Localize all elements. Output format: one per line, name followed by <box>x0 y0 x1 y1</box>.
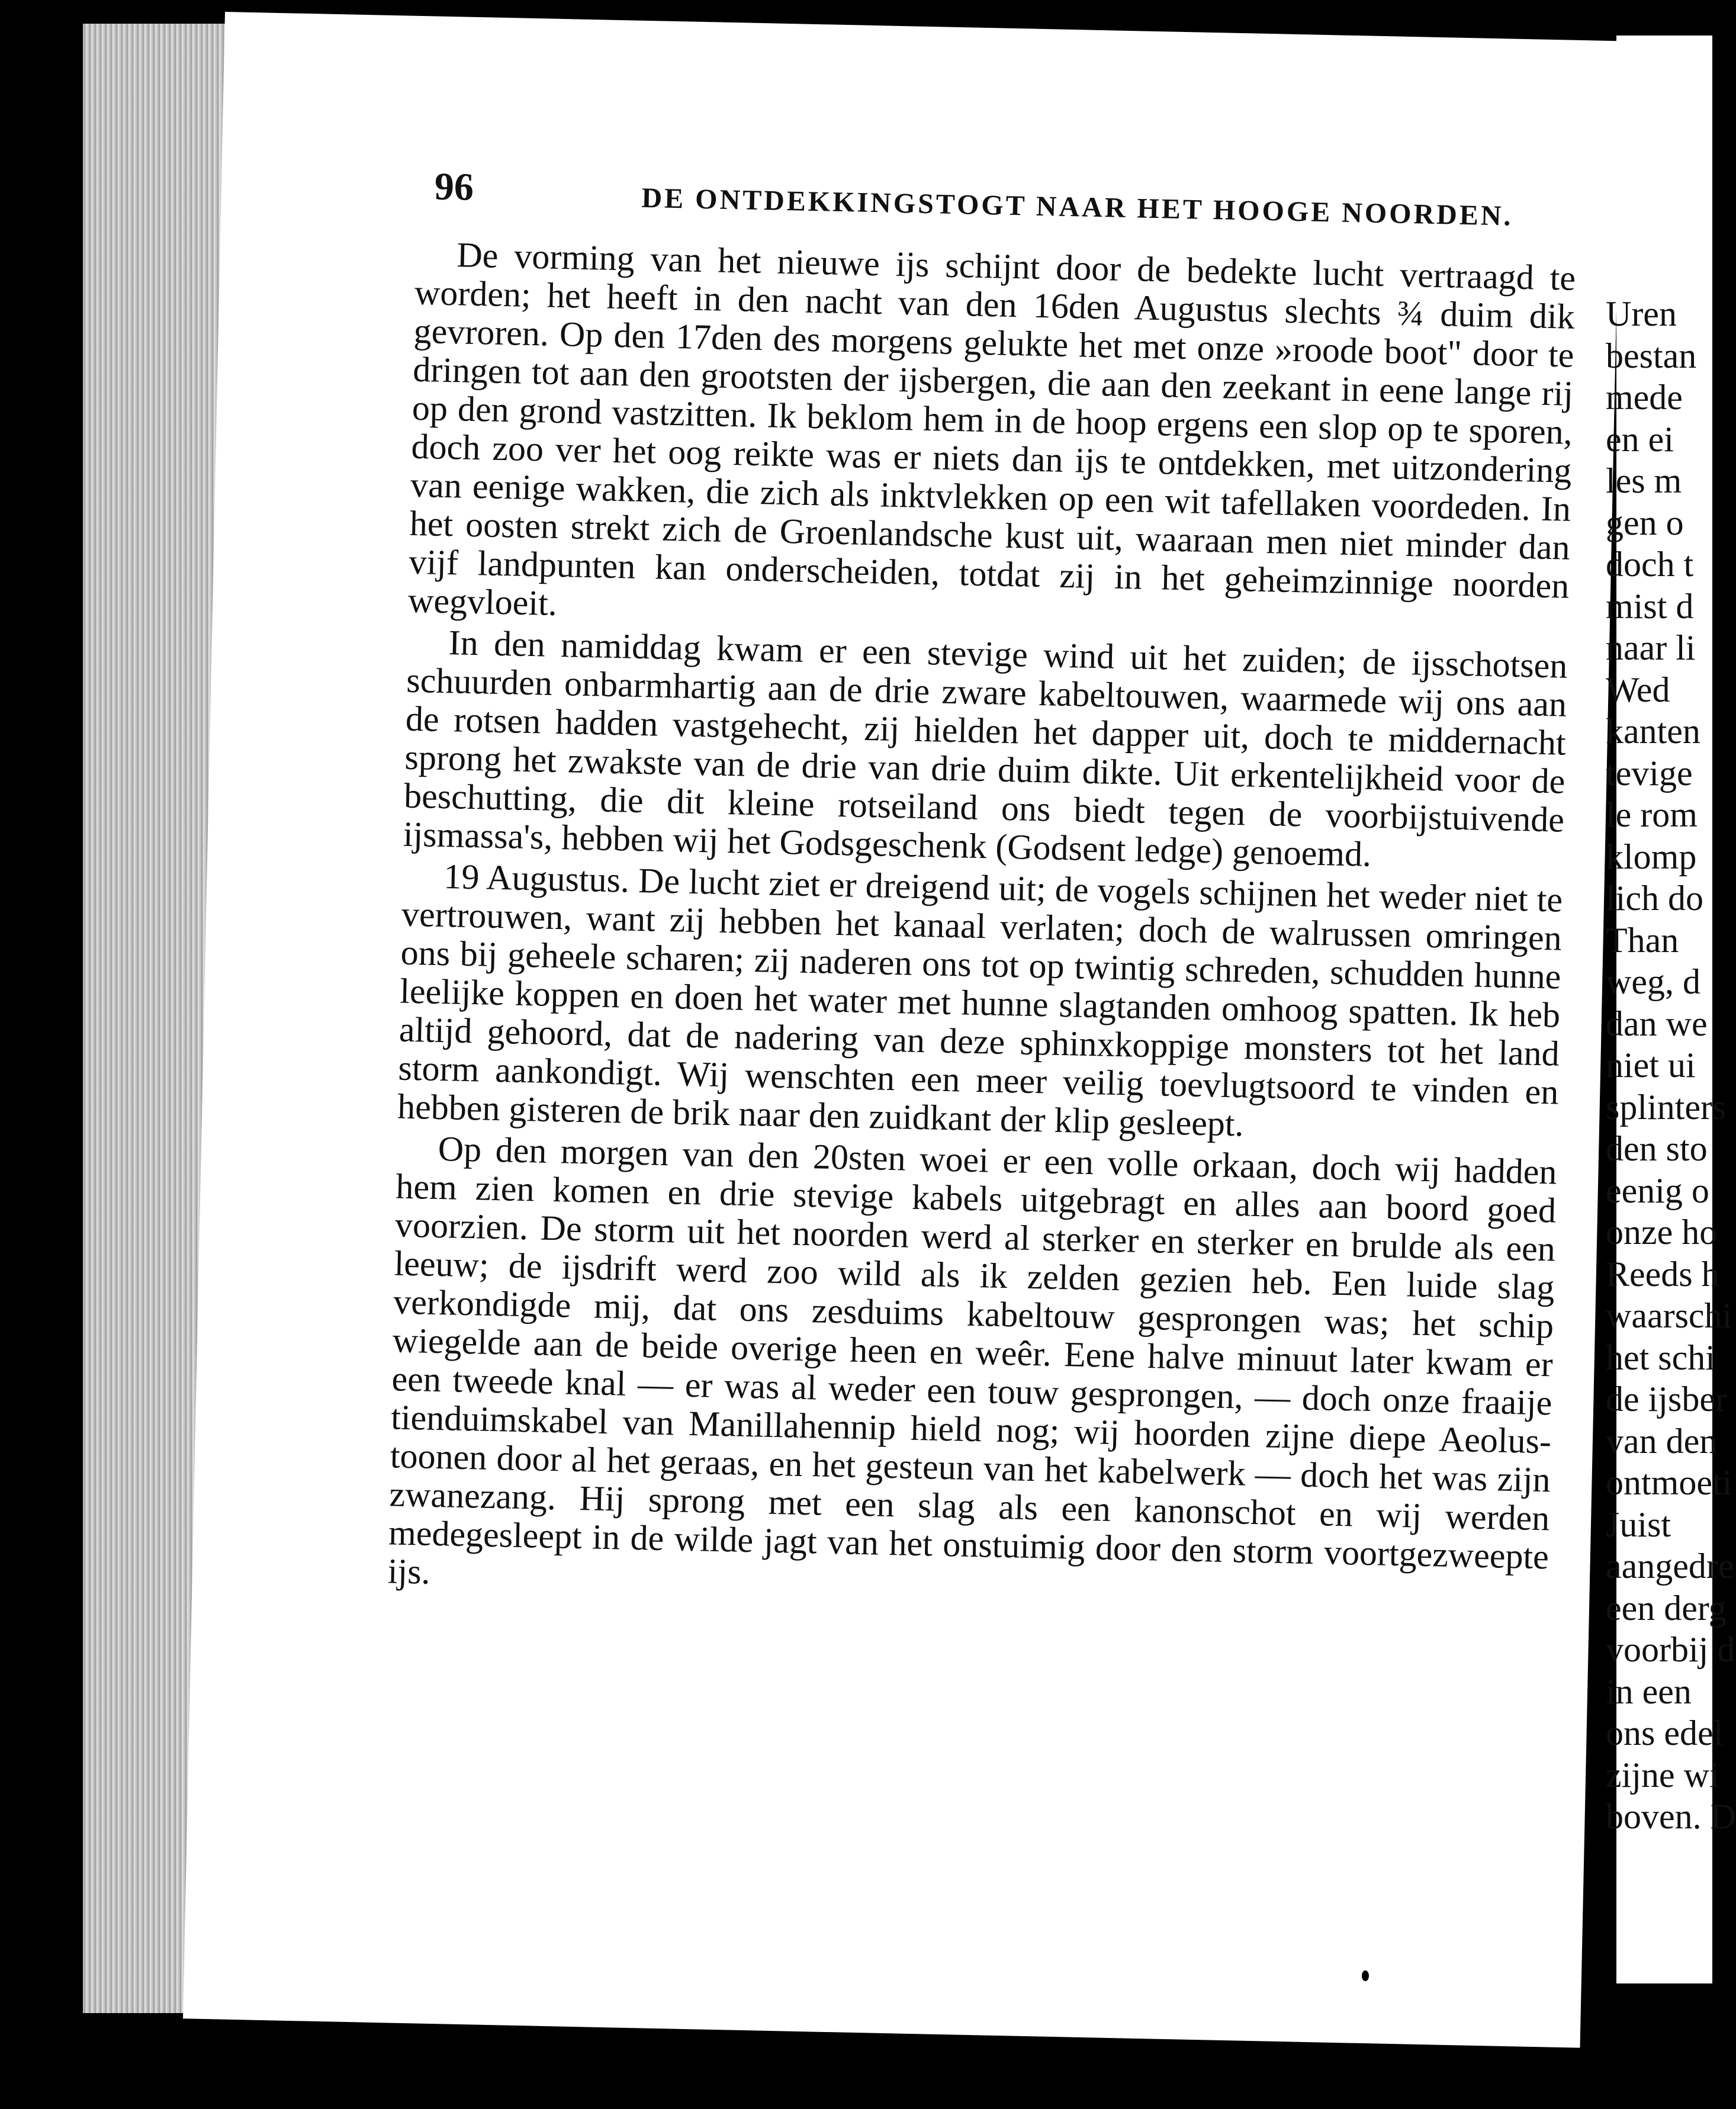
facing-page-line: le rom <box>1606 795 1698 834</box>
facing-page-line: tevige <box>1606 753 1693 793</box>
facing-page-line: naar li <box>1606 628 1696 667</box>
paragraph: 19 Augustus. De lucht ziet er dreigend uit; de vogels schijnen het weder niet te vertrouwen, want zij hebben het kanaal verlaten; doch de walrussen omringen ons bij geheele scharen; zij naderen ons tot op twintig schreden, schudden hunne leelijke koppen en doen het water met hunne slagtanden omhoog spatten. Ik heb altijd gehoord, dat de nadering van deze sphinxkoppige monsters tot het land storm aankondigt. Wij wenschten een meer veilig toevlugtsoord te vinden en hebben gisteren de brik naar den zuidkant der klip gesleept. <box>397 857 1563 1144</box>
facing-page-line: den sto <box>1606 1129 1708 1168</box>
facing-page-line: waarschi <box>1606 1296 1732 1335</box>
page-header <box>434 164 1619 248</box>
facing-page-fragment <box>1606 36 1736 1983</box>
book-page <box>183 12 1622 2048</box>
facing-page-line: aangedre <box>1606 1547 1734 1586</box>
facing-page-line: voorbij d <box>1606 1630 1735 1669</box>
facing-page-line: les m <box>1606 461 1682 500</box>
facing-page-line: kanten <box>1606 712 1700 751</box>
facing-page-line: Than <box>1606 920 1679 960</box>
facing-page-line: ons edel <box>1606 1713 1724 1753</box>
facing-page-line: splinters <box>1606 1087 1727 1127</box>
facing-page-line: in een <box>1606 1671 1692 1711</box>
facing-page-line: zijne wi <box>1606 1755 1719 1795</box>
facing-page-line: niet ui <box>1606 1046 1696 1085</box>
facing-page-line: van den <box>1606 1421 1718 1461</box>
facing-page-line: boven. D <box>1606 1797 1736 1836</box>
running-head: DE ONTDEKKINGSTOGT NAAR HET HOOGE NOORDEN. <box>641 182 1514 232</box>
facing-page-line: ontmoeti <box>1606 1463 1732 1502</box>
facing-page-line: klomp <box>1606 837 1697 876</box>
facing-page-line: mist d <box>1606 586 1694 626</box>
facing-page-line: dan we <box>1606 1004 1708 1043</box>
page-number: 96 <box>434 165 474 209</box>
facing-page-line: de ijsber <box>1606 1380 1727 1419</box>
facing-page-line: lich do <box>1606 879 1703 918</box>
facing-page-line: doch t <box>1606 545 1694 584</box>
facing-page-line: gen o <box>1606 503 1684 542</box>
facing-page-line: eenig o <box>1606 1171 1709 1210</box>
facing-page-line: mede <box>1606 378 1683 417</box>
paragraph: Op den morgen van den 20sten woei er een volle orkaan, doch wij hadden hem zien komen en drie stevige kabels uitgebragt en alles aan boord goed voorzien. De storm uit het noorden werd al sterker en sterker en brulde als een leeuw; de ijsdrift werd zoo wild als ik zelden gezien heb. Een luide slag verkondigde mij, dat ons zesduims kabeltouw gesprongen was; het schip wiegelde aan de beide overige heen en weêr. Eene halve minuut later kwam er een tweede knal — er was al weder een touw gesprongen, — doch onze fraaije tienduimskabel van Manillahennip hield nog; wij hoorden zijne diepe Aeolus-toonen door al het geraas, en het gesteun van het kabelwerk — doch het was zijn zwanezang. Hij sprong met een slag als een kanonschot en wij werden medegesleept in de wilde jagt van het onstuimig door den storm voortgezweepte ijs. <box>387 1129 1558 1592</box>
facing-page-line: Juist <box>1606 1504 1671 1544</box>
scan-speck <box>30 218 43 225</box>
facing-page-line: een derg <box>1606 1588 1727 1628</box>
facing-page-line: het schi <box>1606 1338 1715 1377</box>
scan-speck <box>1362 1970 1369 1981</box>
facing-page-line: weg, d <box>1606 962 1700 1001</box>
paragraph: In den namiddag kwam er een stevige wind uit het zuiden; de ijsschotsen schuurden onbarmhartig aan de drie zware kabeltouwen, waarmede wij ons aan de rotsen hadden vastgehecht, zij hielden het dapper uit, doch te middernacht sprong het zwakste van de drie van drie duim dikte. Uit erkentelijkheid voor de beschutting, die dit kleine rotseiland ons biedt tegen de voorbijstuivende ijsmassa's, hebben wij het Godsgeschenk (Godsent ledge) genoemd. <box>403 623 1568 874</box>
facing-page-line: en ei <box>1606 419 1674 459</box>
facing-page-line: Uren <box>1606 294 1677 333</box>
facing-page-line: Wed <box>1606 670 1670 709</box>
facing-page-line: Reeds h <box>1606 1254 1719 1294</box>
paragraph: De vorming van het nieuwe ijs schijnt door de bedekte lucht vertraagd te worden; het heeft in den nacht van den 16den Augustus slechts ¾ duim dik gevroren. Op den 17den des morgens gelukte het met onze »roode boot" door te dringen tot aan den grootsten der ijsbergen, die aan den zeekant in eene lange rij op den grond vastzitten. Ik beklom hem in de hoop ergens een slop op te sporen, doch zoo ver het oog reikte was er niets dan ijs te ontdekken, met uitzondering van eenige wakken, die zich als inktvlekken op een wit tafellaken voordeden. In het oosten strekt zich de Groenlandsche kust uit, waaraan men niet minder dan vijf landpunten kan onderscheiden, totdat zij in het geheimzinnige noorden wegvloeit. <box>407 235 1576 623</box>
facing-page-line: bestan <box>1606 336 1697 375</box>
facing-page-line: onze ho <box>1606 1213 1718 1252</box>
body-text <box>387 235 1576 1615</box>
